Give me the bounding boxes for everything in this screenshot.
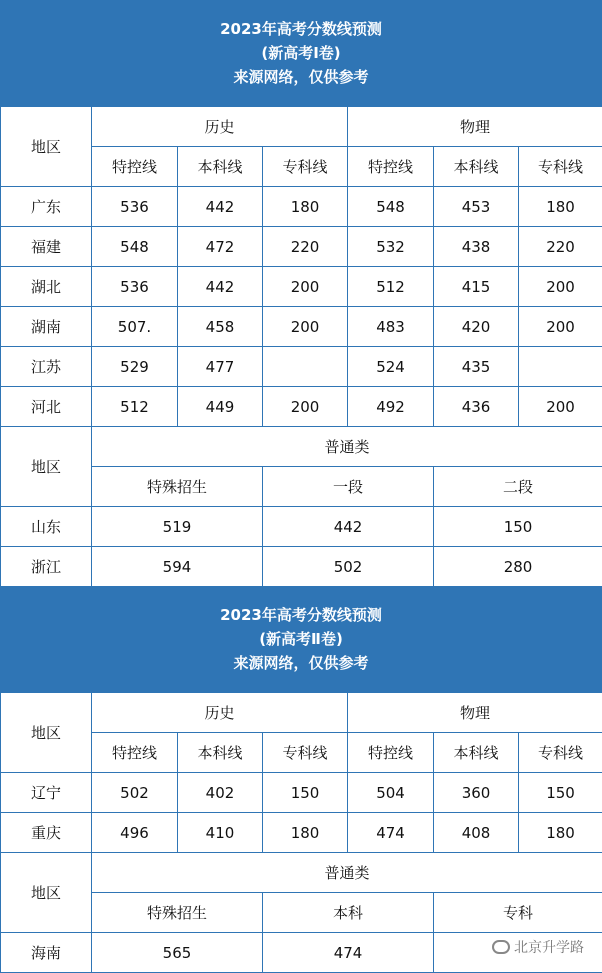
- score-cell: [519, 347, 602, 387]
- table-header-row: [1, 427, 602, 467]
- column-header: 本科: [263, 893, 434, 933]
- column-header: 专科线: [519, 733, 602, 773]
- score-cell: 436: [434, 387, 519, 427]
- section2-subtitle: (新高考Ⅱ卷): [259, 630, 343, 648]
- score-cell: 410: [178, 813, 263, 853]
- region-cell: 福建: [1, 227, 92, 267]
- column-header: 二段: [434, 467, 602, 507]
- score-cell: 200: [263, 307, 348, 347]
- score-cell: 548: [92, 227, 178, 267]
- column-header: 特殊招生: [92, 893, 263, 933]
- score-cell: 442: [178, 267, 263, 307]
- score-cell: 519: [92, 507, 263, 547]
- region-cell: 湖北: [1, 267, 92, 307]
- table-row: [1, 187, 602, 227]
- score-cell: 420: [434, 307, 519, 347]
- table-row: [1, 307, 602, 347]
- column-header: 专科线: [519, 147, 602, 187]
- score-cell: 200: [263, 267, 348, 307]
- table-row: [1, 507, 602, 547]
- score-cell: 449: [178, 387, 263, 427]
- physics-group-header: 物理: [348, 693, 602, 733]
- score-cell: 180: [263, 813, 348, 853]
- section2-title: 2023年高考分数线预测: [220, 606, 382, 624]
- score-cell: 474: [348, 813, 434, 853]
- column-header: 特控线: [348, 147, 434, 187]
- table-row: [1, 387, 602, 427]
- score-cell: 524: [348, 347, 434, 387]
- region-cell: 浙江: [1, 547, 92, 587]
- score-cell: 548: [348, 187, 434, 227]
- table-row: [1, 267, 602, 307]
- score-cell: 150: [519, 773, 602, 813]
- score-cell: 442: [263, 507, 434, 547]
- table-header-row: [1, 107, 602, 147]
- column-header: 本科线: [178, 147, 263, 187]
- score-cell: 220: [519, 227, 602, 267]
- score-cell: 415: [434, 267, 519, 307]
- section2-table: [0, 692, 602, 973]
- score-cell: 477: [178, 347, 263, 387]
- score-cell: [263, 347, 348, 387]
- score-cell: 507.: [92, 307, 178, 347]
- table-row: [1, 773, 602, 813]
- table-subheader-row: [1, 147, 602, 187]
- history-group-header: 历史: [92, 107, 348, 147]
- score-cell: 220: [263, 227, 348, 267]
- score-cell: 565: [92, 933, 263, 973]
- score-cell: 512: [92, 387, 178, 427]
- score-cell: 492: [348, 387, 434, 427]
- column-header: 专科: [434, 893, 602, 933]
- table-row: [1, 547, 602, 587]
- score-cell: 532: [348, 227, 434, 267]
- region-cell: 海南: [1, 933, 92, 973]
- score-cell: 360: [434, 773, 519, 813]
- table-row: [1, 227, 602, 267]
- score-cell: 472: [178, 227, 263, 267]
- score-cell: 438: [434, 227, 519, 267]
- score-cell: 435: [434, 347, 519, 387]
- score-cell: 442: [178, 187, 263, 227]
- table-subheader-row: [1, 467, 602, 507]
- score-cell: 474: [263, 933, 434, 973]
- score-cell: 180: [519, 813, 602, 853]
- score-cell: 502: [263, 547, 434, 587]
- score-cell: 150: [263, 773, 348, 813]
- column-header: 特控线: [92, 147, 178, 187]
- column-header: 特控线: [348, 733, 434, 773]
- score-cell: 150: [434, 507, 602, 547]
- score-cell: 504: [348, 773, 434, 813]
- table-row: [1, 813, 602, 853]
- score-cell: 408: [434, 813, 519, 853]
- score-cell: 200: [519, 387, 602, 427]
- section2-title-banner: [0, 586, 602, 692]
- section1-title-banner: [0, 0, 602, 106]
- score-cell: 458: [178, 307, 263, 347]
- score-cell: 529: [92, 347, 178, 387]
- history-group-header: 历史: [92, 693, 348, 733]
- physics-group-header: 物理: [348, 107, 602, 147]
- region-header: 地区: [1, 427, 92, 507]
- region-header: 地区: [1, 853, 92, 933]
- score-cell: 200: [519, 307, 602, 347]
- table-header-row: [1, 853, 602, 893]
- table-subheader-row: [1, 733, 602, 773]
- score-cell: 402: [178, 773, 263, 813]
- score-cell: 280: [434, 547, 602, 587]
- watermark-text: 北京升学路: [514, 940, 584, 956]
- watermark: [492, 937, 584, 957]
- column-header: 本科线: [434, 733, 519, 773]
- region-cell: 河北: [1, 387, 92, 427]
- section2-note: 来源网络，仅供参考: [233, 654, 369, 672]
- score-cell: 200: [519, 267, 602, 307]
- score-cell: 483: [348, 307, 434, 347]
- score-cell: 180: [263, 187, 348, 227]
- region-cell: 山东: [1, 507, 92, 547]
- region-cell: 辽宁: [1, 773, 92, 813]
- score-cell: 453: [434, 187, 519, 227]
- score-cell: 536: [92, 267, 178, 307]
- region-header: 地区: [1, 693, 92, 773]
- score-cell: 496: [92, 813, 178, 853]
- score-cell: 180: [519, 187, 602, 227]
- column-header: 特殊招生: [92, 467, 263, 507]
- column-header: 一段: [263, 467, 434, 507]
- table-subheader-row: [1, 893, 602, 933]
- column-header: 本科线: [178, 733, 263, 773]
- score-cell: 512: [348, 267, 434, 307]
- region-header: 地区: [1, 107, 92, 187]
- column-header: 专科线: [263, 147, 348, 187]
- table-header-row: [1, 693, 602, 733]
- column-header: 本科线: [434, 147, 519, 187]
- general-group-header: 普通类: [92, 853, 602, 893]
- region-cell: 重庆: [1, 813, 92, 853]
- region-cell: 广东: [1, 187, 92, 227]
- score-cell: 502: [92, 773, 178, 813]
- section1-title: 2023年高考分数线预测: [220, 20, 382, 38]
- region-cell: 江苏: [1, 347, 92, 387]
- wechat-icon: [492, 940, 510, 954]
- column-header: 专科线: [263, 733, 348, 773]
- score-cell: 200: [263, 387, 348, 427]
- score-cell: 536: [92, 187, 178, 227]
- section1-subtitle: (新高考Ⅰ卷): [261, 44, 341, 62]
- table-row: [1, 347, 602, 387]
- section1-table: [0, 106, 602, 587]
- score-cell: 594: [92, 547, 263, 587]
- general-group-header: 普通类: [92, 427, 602, 467]
- column-header: 特控线: [92, 733, 178, 773]
- section1-note: 来源网络，仅供参考: [233, 68, 369, 86]
- region-cell: 湖南: [1, 307, 92, 347]
